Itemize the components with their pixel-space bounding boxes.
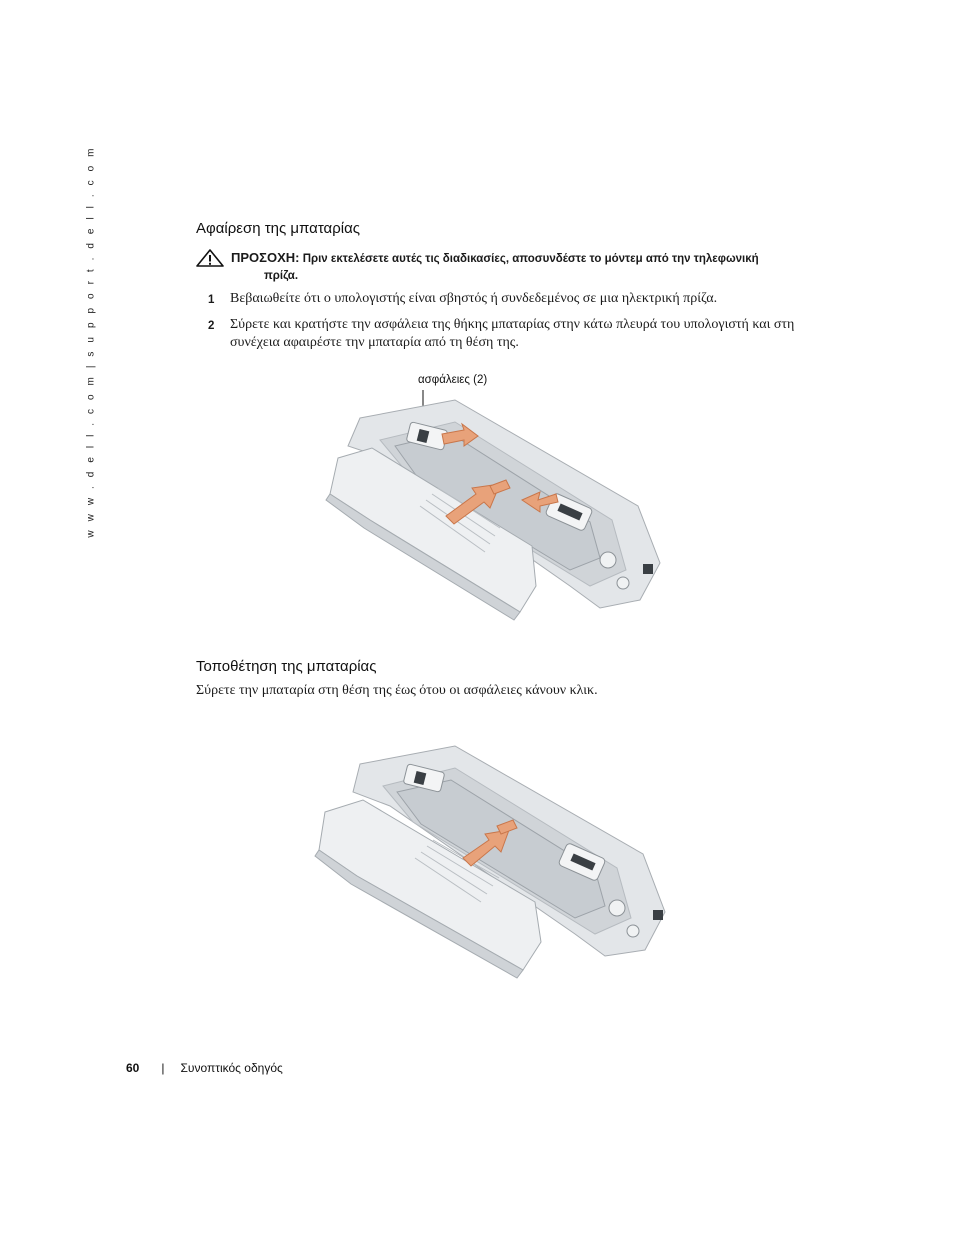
section-heading-remove-battery: Αφαίρεση της μπαταρίας <box>196 220 360 237</box>
install-paragraph: Σύρετε την μπαταρία στη θέση της έως ότου οι ασφάλειες κάνουν κλικ. <box>196 683 598 698</box>
page-footer <box>126 1061 283 1075</box>
section-heading-install-battery: Τοποθέτηση της μπαταρίας <box>196 658 377 675</box>
caution-text: Πριν εκτελέσετε αυτές τις διαδικασίες, αποσυνδέστε το μόντεμ από την τηλεφωνική <box>302 253 759 265</box>
step-number: 2 <box>208 319 215 332</box>
step-text: Βεβαιωθείτε ότι ο υπολογιστής είναι σβηστός ή συνδεδεμένος σε μια ηλεκτρική πρίζα. <box>230 291 718 306</box>
step-text: Σύρετε και κρατήστε την ασφάλεια της θήκης μπαταρίας στην κάτω πλευρά του υπολογιστή και στη συνέχεια αφαιρέστε την μπαταρία από τη θέση της. <box>230 316 795 350</box>
footer-separator: | <box>161 1061 165 1075</box>
page-number: 60 <box>126 1061 140 1075</box>
side-url <box>83 144 99 538</box>
side-url-text: w w w . d e l l . c o m | s u p p o r t . d e l l . c o m <box>85 144 97 538</box>
figure-callout-label: ασφάλειες (2) <box>418 374 488 386</box>
caution-notice <box>196 249 816 285</box>
caution-text-cont: πρίζα. <box>264 270 299 282</box>
battery-install-illustration <box>305 742 695 992</box>
warning-icon <box>196 249 224 267</box>
battery-removal-illustration <box>300 388 690 638</box>
steps-list <box>205 290 820 360</box>
step-item <box>205 290 820 309</box>
doc-title: Συνοπτικός οδηγός <box>180 1061 283 1075</box>
caution-label: ΠΡΟΣΟΧΗ: <box>231 250 300 265</box>
step-item <box>205 316 820 353</box>
step-number: 1 <box>208 294 215 306</box>
